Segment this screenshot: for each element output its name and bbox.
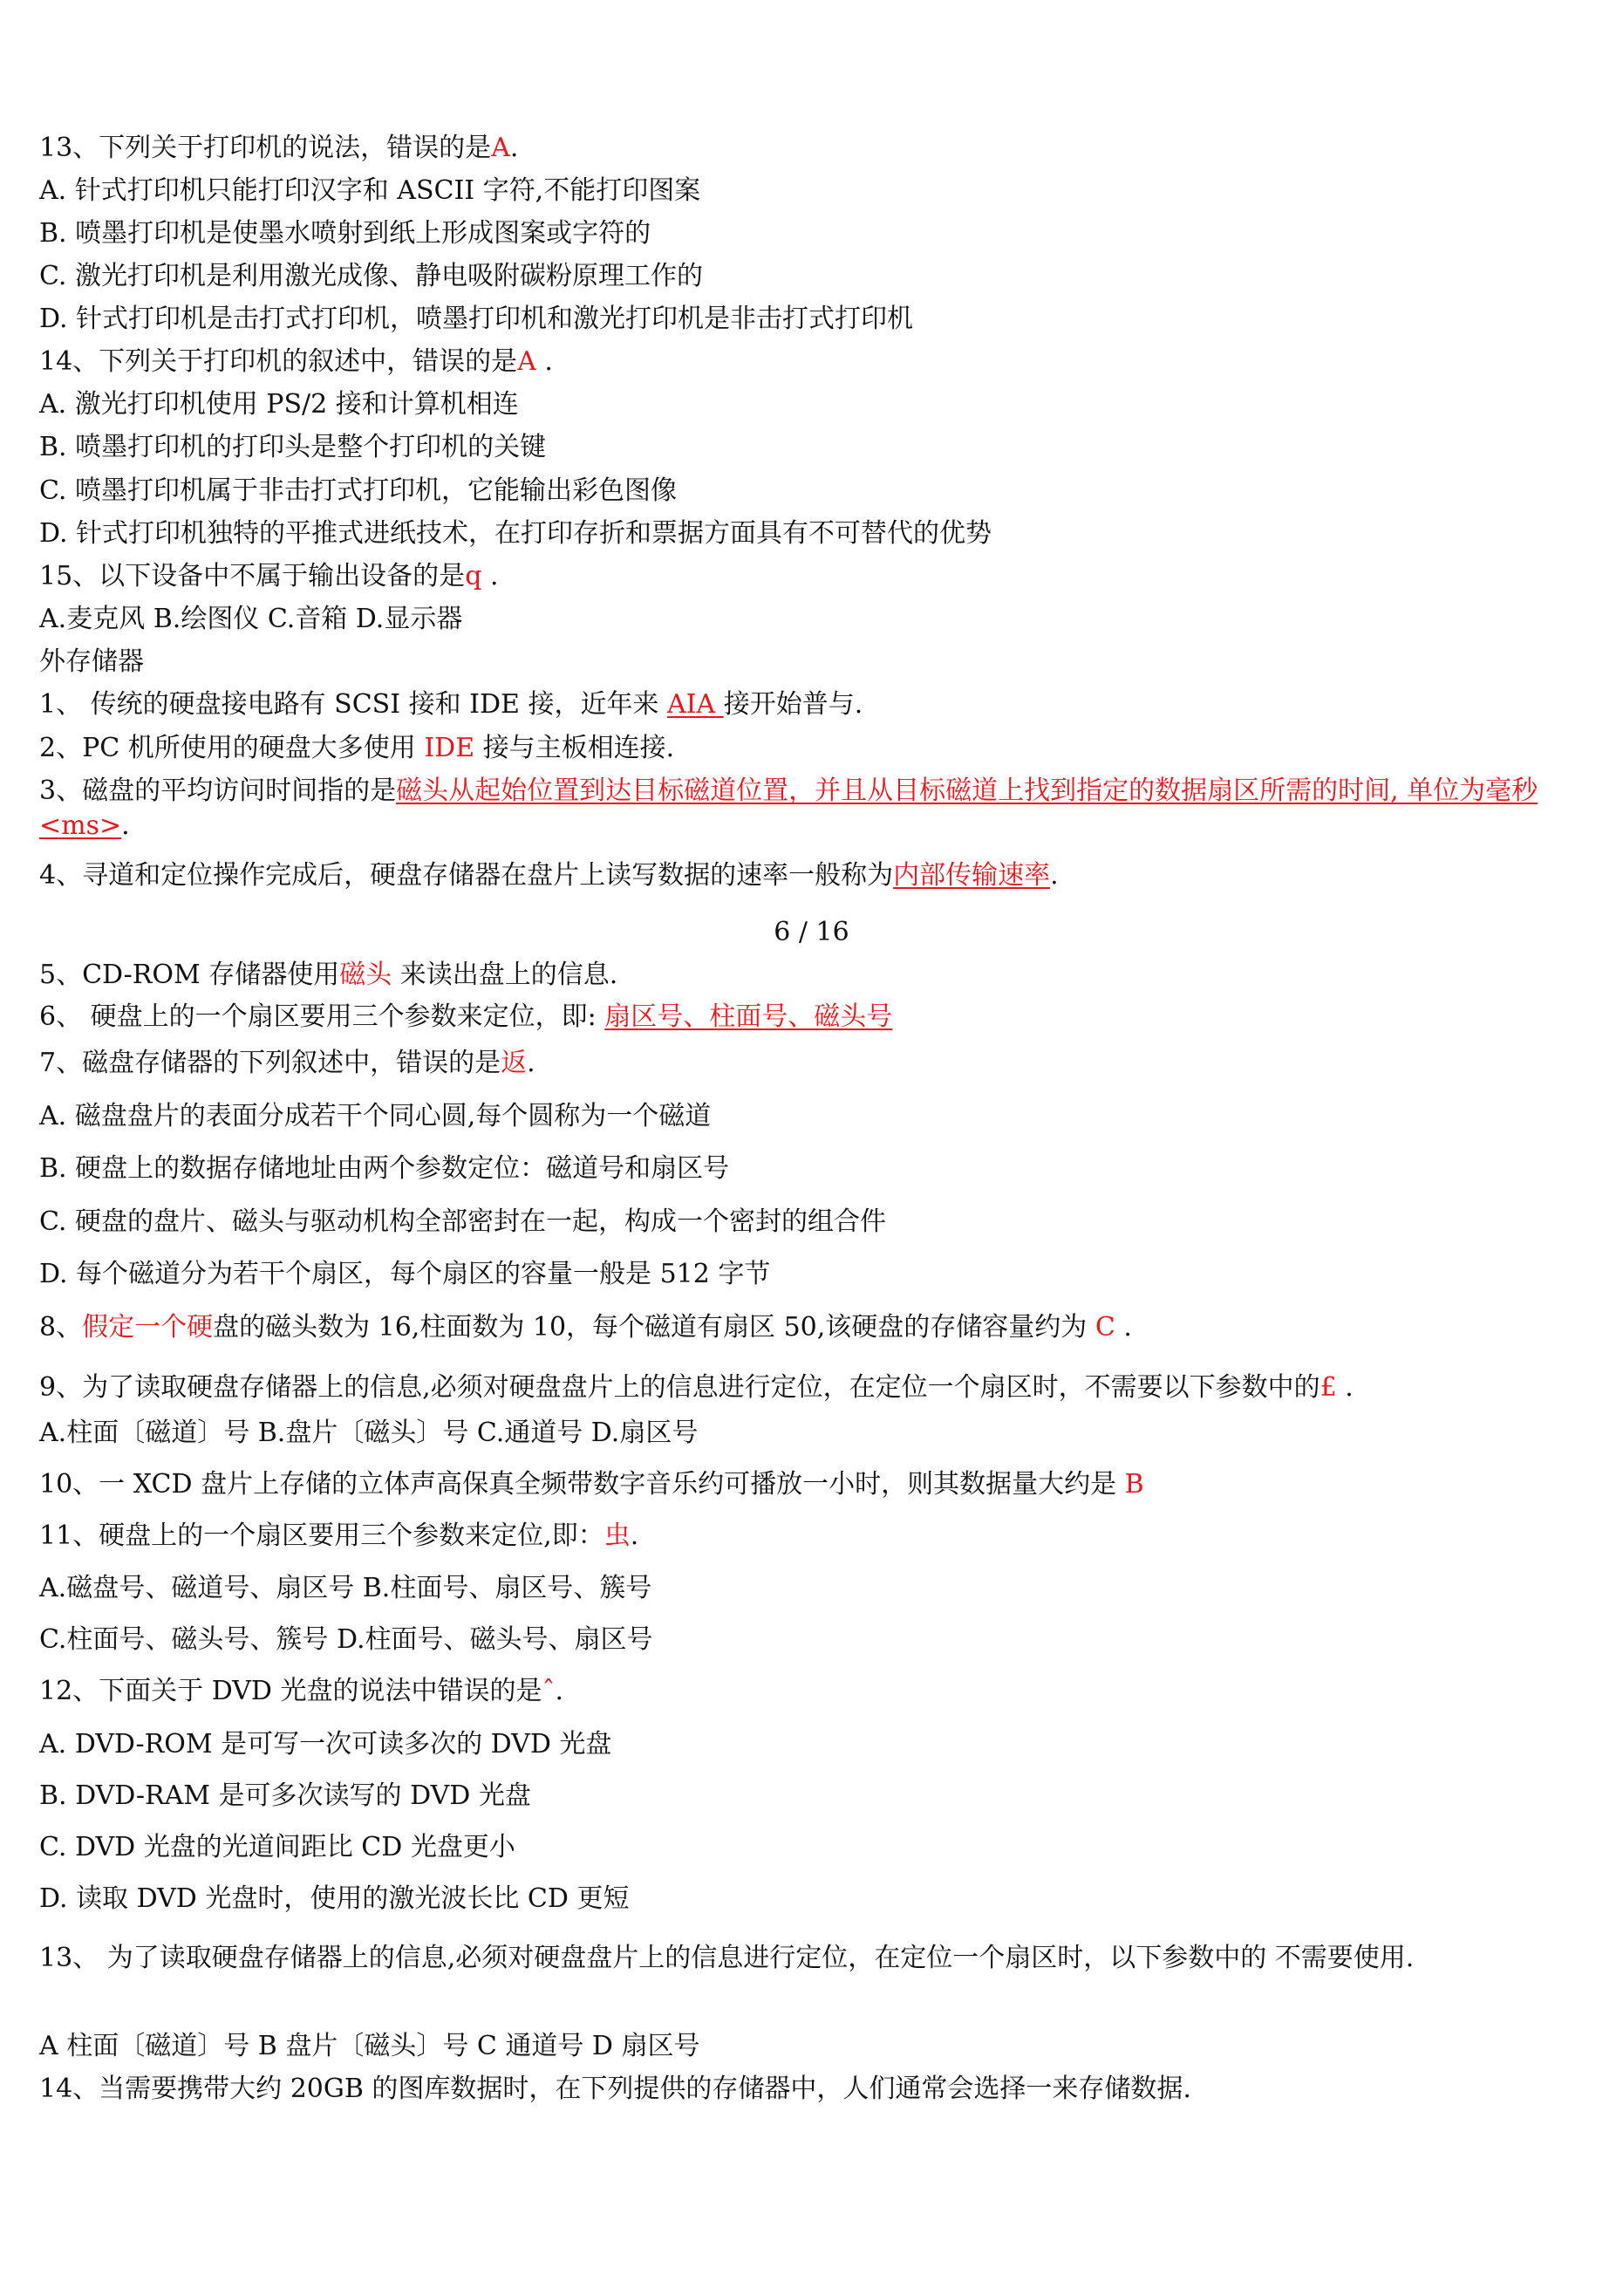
line-text: 接开始普与. [723,689,863,720]
text-line [39,559,1579,594]
line-text: . [535,346,553,377]
answer-text: 内部传输速率 [893,860,1051,891]
text-line [39,1674,1579,1709]
answer-text: 磁头从起始位置到达目标磁道位置，并且从目标磁道上找到指定的数据扇区所需的时间, 单位为毫秒<ms> [39,776,1538,841]
text-line [39,259,1579,294]
text-line [39,2029,1579,2064]
text-line [39,774,1579,844]
text-line [39,687,1579,722]
text-line [39,602,1579,637]
answer-text: A [491,133,510,163]
line-text: C. 硬盘的盘片、磁头与驱动机构全部密封在一起，构成一个密封的组合件 [39,1206,886,1237]
text-line [39,345,1579,379]
answer-text: 扇区号、柱面号、磁头号 [604,1001,893,1032]
line-text: D. 读取 DVD 光盘时，使用的激光波长比 CD 更短 [39,1883,630,1914]
answer-text: £ [1320,1372,1337,1403]
line-text: C. DVD 光盘的光道间距比 CD 光盘更小 [39,1832,515,1862]
answer-text: A [517,346,536,377]
text-line [39,216,1579,251]
answer-text: 虫 [604,1520,631,1551]
answer-text: 返 [501,1048,528,1078]
text-line [39,1099,1579,1134]
answer-text: q [465,561,482,591]
text-line [39,516,1579,551]
line-text: B. 喷墨打印机的打印头是整个打印机的关键 [39,432,547,462]
text-line [39,1779,1579,1814]
line-text: 7、磁盘存储器的下列叙述中，错误的是 [39,1048,501,1078]
text-line [39,1941,1579,1976]
page-number [0,915,1623,950]
line-text: 15、以下设备中不属于输出设备的是 [39,561,466,591]
line-text: 14、当需要携带大约 20GB 的图库数据时，在下列提供的存储器中，人们通常会选择一来存储数据. [39,2074,1191,2104]
line-text: 13、 为了读取硬盘存储器上的信息,必须对硬盘盘片上的信息进行定位，在定位一个扇区时，以下参数中的 不需要使用. [39,1943,1415,1973]
line-text: A. 针式打印机只能打印汉字和 ASCII 字符,不能打印图案 [39,175,701,206]
line-text: 13、下列关于打印机的说法，错误的是 [39,133,492,163]
answer-text: ˆ [542,1676,556,1706]
text-line [39,731,1579,766]
text-line [39,174,1579,208]
text-line [39,1519,1579,1554]
line-text: . [630,1520,639,1551]
text-line [39,1310,1579,1345]
text-line [39,1830,1579,1865]
line-text: B. 硬盘上的数据存储地址由两个参数定位：磁道号和扇区号 [39,1153,730,1184]
answer-text: AIA [667,689,724,720]
line-text: . [1336,1372,1354,1403]
text-line [39,1467,1579,1502]
line-text: 3、磁盘的平均访问时间指的是 [39,776,397,806]
line-text: A. DVD-ROM 是可写一次可读多次的 DVD 光盘 [39,1729,612,1760]
line-text: 10、一 XCD 盘片上存储的立体声高保真全频带数字音乐约可播放一小时，则其数据量大约是 [39,1469,1125,1500]
line-text: A. 磁盘盘片的表面分成若干个同心圆,每个圆称为一个磁道 [39,1101,712,1131]
line-text: C. 喷墨打印机属于非击打式打印机，它能输出彩色图像 [39,475,677,506]
line-text: A. 激光打印机使用 PS/2 接和计算机相连 [39,389,519,420]
text-line [39,958,1579,993]
line-text: 14、下列关于打印机的叙述中，错误的是 [39,346,518,377]
line-text: D. 针式打印机是击打式打印机，喷墨打印机和激光打印机是非击打式打印机 [39,304,914,334]
line-text: 12、下面关于 DVD 光盘的说法中错误的是 [39,1676,542,1706]
answer-text: IDE [424,733,483,763]
text-line [39,1205,1579,1240]
line-text: . [1115,1312,1132,1343]
line-text: 5、CD-ROM 存储器使用 [39,960,340,990]
text-line [39,1882,1579,1917]
line-text: . [121,810,130,841]
line-text: B. 喷墨打印机是使墨水喷射到纸上形成图案或字符的 [39,218,651,249]
line-text: . [509,133,519,163]
line-text: . [1050,860,1059,891]
line-text: 2、PC 机所使用的硬盘大多使用 [39,733,425,763]
answer-text: B [1124,1469,1144,1500]
line-text: C.柱面号、磁头号、簇号 D.柱面号、磁头号、扇区号 [39,1624,653,1655]
line-text: 8、 [39,1312,83,1343]
line-text: 来读出盘上的信息. [392,960,618,990]
text-line [39,430,1579,465]
text-line [39,1151,1579,1186]
line-text: 盘的磁头数为 16,柱面数为 10，每个磁道有扇区 50,该硬盘的存储容量约为 [213,1312,1095,1343]
text-line [39,474,1579,509]
text-line [39,302,1579,337]
line-text: A 柱面〔磁道〕号 B 盘片〔磁头〕号 C 通道号 D 扇区号 [39,2031,700,2061]
text-line [39,2072,1579,2107]
text-line [39,645,1579,680]
text-line [39,1000,1579,1035]
line-text: . [555,1676,564,1706]
text-line [39,387,1579,422]
line-text: D. 针式打印机独特的平推式进纸技术，在打印存折和票据方面具有不可替代的优势 [39,518,992,549]
text-line [39,131,1579,166]
answer-text: C [1095,1312,1115,1343]
line-text: 6 / 16 [774,917,849,947]
text-line [39,1370,1579,1405]
line-text: D. 每个磁道分为若干个扇区，每个扇区的容量一般是 512 字节 [39,1259,771,1289]
answer-text: 假定一个硬 [82,1312,214,1343]
line-text: A.麦克风 B.绘图仪 C.音箱 D.显示器 [39,604,463,634]
line-text: A.磁盘号、磁道号、扇区号 B.柱面号、扇区号、簇号 [39,1573,652,1603]
text-line [39,1257,1579,1292]
text-line [39,1571,1579,1606]
text-line [39,1416,1579,1451]
line-text: 接与主板相连接. [482,733,675,763]
line-text: 外存储器 [39,646,144,677]
line-text: 1、 传统的硬盘接电路有 SCSI 接和 IDE 接，近年来 [39,689,668,720]
line-text: 6、 硬盘上的一个扇区要用三个参数来定位，即: [39,1001,605,1032]
line-text: 9、为了读取硬盘存储器上的信息,必须对硬盘盘片上的信息进行定位，在定位一个扇区时，不需要以下参数中的 [39,1372,1320,1403]
line-text: B. DVD-RAM 是可多次读写的 DVD 光盘 [39,1780,531,1811]
text-line [39,858,1579,893]
line-text: 4、寻道和定位操作完成后，硬盘存储器在盘片上读写数据的速率一般称为 [39,860,894,891]
line-text: . [481,561,499,591]
line-text: . [527,1048,535,1078]
line-text: 11、硬盘上的一个扇区要用三个参数来定位,即： [39,1520,604,1551]
line-text: C. 激光打印机是利用激光成像、静电吸附碳粉原理工作的 [39,261,703,291]
text-line [39,1623,1579,1657]
answer-text: 磁头 [339,960,392,990]
text-line [39,1046,1579,1081]
text-line [39,1727,1579,1762]
line-text: A.柱面〔磁道〕号 B.盘片〔磁头〕号 C.通道号 D.扇区号 [39,1418,699,1448]
